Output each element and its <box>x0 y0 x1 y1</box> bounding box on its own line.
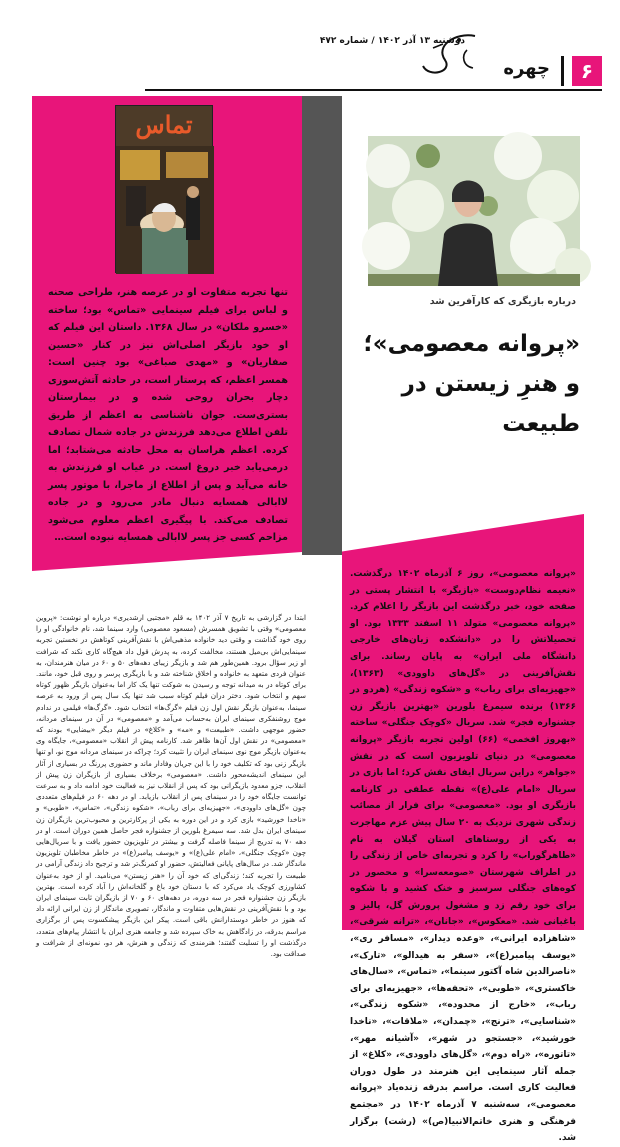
headline-line-1: «پروانه معصومی»؛ <box>363 331 580 357</box>
headline-line-2: و هنرِ زیستن در طبیعت <box>401 371 580 437</box>
article-kicker: درباره بازیگری که کارآفرین شد <box>429 296 576 307</box>
poster-title: تماس <box>135 110 193 139</box>
article-headline <box>335 324 580 444</box>
film-poster <box>115 105 213 273</box>
portrait-photo <box>368 136 580 286</box>
poster-illustration <box>116 146 214 274</box>
page-number: ۶ <box>572 56 602 86</box>
sidebar-text: تنها تجربه متفاوت او در عرصه هنر، طراحی صحنه و لباس برای فیلم سینمایی «تماس» بود؛ ساخته «خسرو ملکان» در سال ۱۳۶۸. داستان این فیلم که او خود بازیگر اصلی‌اش نیز در کنار «حسین صفاریان» و «مهدی صباغی» بود چنین است: همسر اعظم، که پرستار است، در حادثه آتش‌سوزی دچار بحران روحی شده و در بیمارستان بستری‌ست. جوان ناشناسی به اعظم از طریق تلفن اطلاع می‌دهد فرزندش در جاده شمال تصادف کرده. اعظم هراسان به محل حادثه می‌شتابد؛ اما درمی‌یابد خبر دروغ است. در غیاب او فرزندش به خانه می‌آید و پس از اطلاع از ماجرا، با موتور پسر لاابالی همسایه دنبال مادر می‌رود و در جاده تصادف می‌کند. با پیگیری اعظم معلوم می‌شود مزاحم کسی جز پسر لاابالی همسایه نبوده است… <box>48 287 288 543</box>
lead-text: «پروانه معصومی»، روز ۶ آذرماه ۱۴۰۲ درگذشت. «نعیمه نظام‌دوست» «بازیگر» با انتشار پستی در صفحه خود، خبر درگذشت این بازیگر را اعلام کرد. «پروانه معصومی» متولد ۱۱ اسفند ۱۳۳۳ بود. او تحصیلاتش را در «دانشکده زبان‌های خارجی دانشگاه ملی ایران» به پایان رساند. برای نقش‌آفرینی در «گل‌های داوودی» (۱۳۶۳)، «جهیزیه‌ای برای رباب» و «شکوه زندگی» (هردو در ۱۳۶۶) برنده سیمرغ بلورین «بهترین بازیگر زن جشنواره فجر» شد. سریال «کوچک جنگلی» ساخته «بهروز افخمی» (۶۶) اولین تجربه بازیگر «پروانه معصومی» در دنیای تلویزیون است که در نقش «جواهر» دراین سریال ایفای نقش کرد؛ اما بازی در سریال «امام علی(ع)» نقطه عطفی در کارنامه بازیگری او بود. «معصومی» برای فرار از مصائب زندگی شهری نزدیک به ۲۰ سال پیش عزم مهاجرت به یکی از روستاهای استان گیلان به نام «طاهرگوراب» را کرد و تجربه‌ای خاص از زندگی را در اطراف شهرستان «صومعه‌سرا» و محصور در کوه‌های جنگلی سرسبز و خنک کشید و با شکوه برای خود رقم زد و مشغول پرورش گل، پالیز و باغبانی شد. «معکوس»، «جانان»، «ترانه شرقی»، «شاهزاده ایرانی»، «وعده دیدار»، «مسافر ری»، «یوسف پیامبر(ع)»، «سفر به هیدالو»، «تارک»، «ناصرالدین شاه آکتور سینما»، «تماس»، «سال‌های خاکستری»، «طوبی»، «تحفه‌ها»، «جهیزیه‌ای برای رباب»، «خارج از محدوده»، «شکوه زندگی»، «شناسایی»، «ترنج»، «چمدان»، «ملاقات»، «ناخدا خورشید»، «جستجو در شهر»، «آشیانه مهر»، «تاتوره»، «راه دوم»، «گل‌های داوودی»، «کلاغ» از جمله آثار سینمایی این هنرمند در طول دوران فعالیت کاری است. مراسم بدرقه زنده‌یاد «پروانه معصومی»، سه‌شنبه ۷ آذرماه ۱۴۰۲ در «مجتمع فرهنگی و هنری خاتم‌الانبیا(ص)» (رشت) برگزار شد. <box>350 569 577 1144</box>
page-header <box>0 0 620 92</box>
portrait-image <box>368 136 580 286</box>
issue-info: دوشنبه ۱۳ آذر ۱۴۰۲ / شماره ۴۷۲ <box>319 36 465 46</box>
white-gap <box>302 555 342 950</box>
section-divider <box>561 56 564 86</box>
header-rule <box>145 89 602 91</box>
article-body: ابتدا در گزارشی به تاریخ ۷ آذر ۱۴۰۲ به قلم «مجتبی ارشدیری» درباره او نوشت: «پروین معصومی» وقتی با تشویق همسرش (مسعود معصومی) وارد سینما شد، نام خانوادگی او را روی خود گذاشت و وقتی دید خانواده مذهبی‌اش با نقش‌آفرینی کوتاهش در نخستین تجربه سینمایی‌اش بی‌میل هستند، مخالفت کرده، به پدرش قول داد هیچ‌گاه کاری نکند که شرافت او زیر سؤال برود. همین‌طور هم شد و بازیگر زیبای دهه‌های ۵۰ و ۶۰ در میان هنرمندان، به عنوان فردی متعهد به خانواده و اخلاق شناخته شد و با بازیگری پرسر و روی قبل خود، مانند. برای کوتاه در به میدانه توجه و رسیدن به شوکت تنها یک کار اما به‌عنوان بازیگر ظهور کوتاه سهم و انتخاب شود. دختر دران فیلم کوتاه سبب شد تنها یک سال پس از ورود به عرصه سینما، به‌عنوان بازیگر نقش اول زن فیلم «گرگ‌ها» انتخاب شود. «گرگ‌ها» فیلمی در ندادم موج روشنفکری سینمای ایران به‌حساب می‌آمد و «معصومی» در آن در سینمای مردانه، حضور موجهی داشت. «طبیعت» و «مه» و «کلاغ» در فیلم دیگر «بیضایی» بودند که «معصومی» در نقش اول آن‌ها ظاهر شد. کارنامه پیش از انقلاب «معصومی»، جایگاه وی به‌عنوان بازیگر موج نوی سینمای ایران را تثبیت کرد؛ چراکه در سینمای مردانه موج نو، او تنها بازیگر زنی بود که تکلیف خود را با این جریان وفادار ماند و حضوری پررنگ در بسیاری از آثار این سینمای اندیشه‌محور داشت. «معصومی» برخلاف بسیاری از بازیگران زن پیش از انقلاب، جزو معدود بازیگرانی بود که پس از انقلاب نیز به فعالیت خود ادامه داد و به سرعت توانست جایگاه خود را در سینمای پس از انقلاب بازیابد. او در دهه ۶۰ در فیلم‌های متعددی چون «گل‌های داوودی»، «جهیزیه‌ای برای رباب»، «شکوه زندگی»، «تماس»، «طوبی» و «ناخدا خورشید» بازی کرد و در این دوره به یکی از پرکارترین و محبوب‌ترین بازیگران زن سینمای ایران بدل شد. سه سیمرغ بلورین از جشنواره فجر حاصل همین دوران است. او در دهه ۷۰ به تدریج از سینما فاصله گرفت و بیشتر در تلویزیون حضور یافت و با سریال‌هایی چون «کوچک جنگلی»، «امام علی(ع)» و «یوسف پیامبر(ع)» در خاطر مخاطبان تلویزیون ماندگار شد. در سال‌های پایانی فعالیتش، حضور او کمرنگ‌تر شد و ترجیح داد زندگی آرامی در طبیعت را تجربه کند؛ زندگی‌ای که خود آن را «هنر زیستن» می‌نامید. او از خود به‌عنوان کشاورزی کوچک یاد می‌کرد که با دستان خود باغ و گلخانه‌اش را آباد کرده است. بهترین بازیگر زن جشنواره فجر در سه دوره، در دهه‌های ۶۰ و ۷۰ از بازیگران ثابت سینمای ایران بود و با نقش‌آفرینی در نقش‌هایی متفاوت و ماندگار، تصویری ماندگار از زن ایرانی ارائه داد که هنوز در خاطر دوستدارانش باقی است. پیکر این بازیگر پیشکسوت پس از برگزاری مراسم بدرقه، در زادگاهش به خاک سپرده شد و جامعه هنری ایران با انتشار پیام‌های متعدد، درگذشت او را تسلیت گفتند؛ هنرمندی که زندگی و هنرش، هر دو، نمونه‌ای از شرافت و صداقت بود. <box>36 613 307 959</box>
section-title: چهره <box>503 58 550 79</box>
